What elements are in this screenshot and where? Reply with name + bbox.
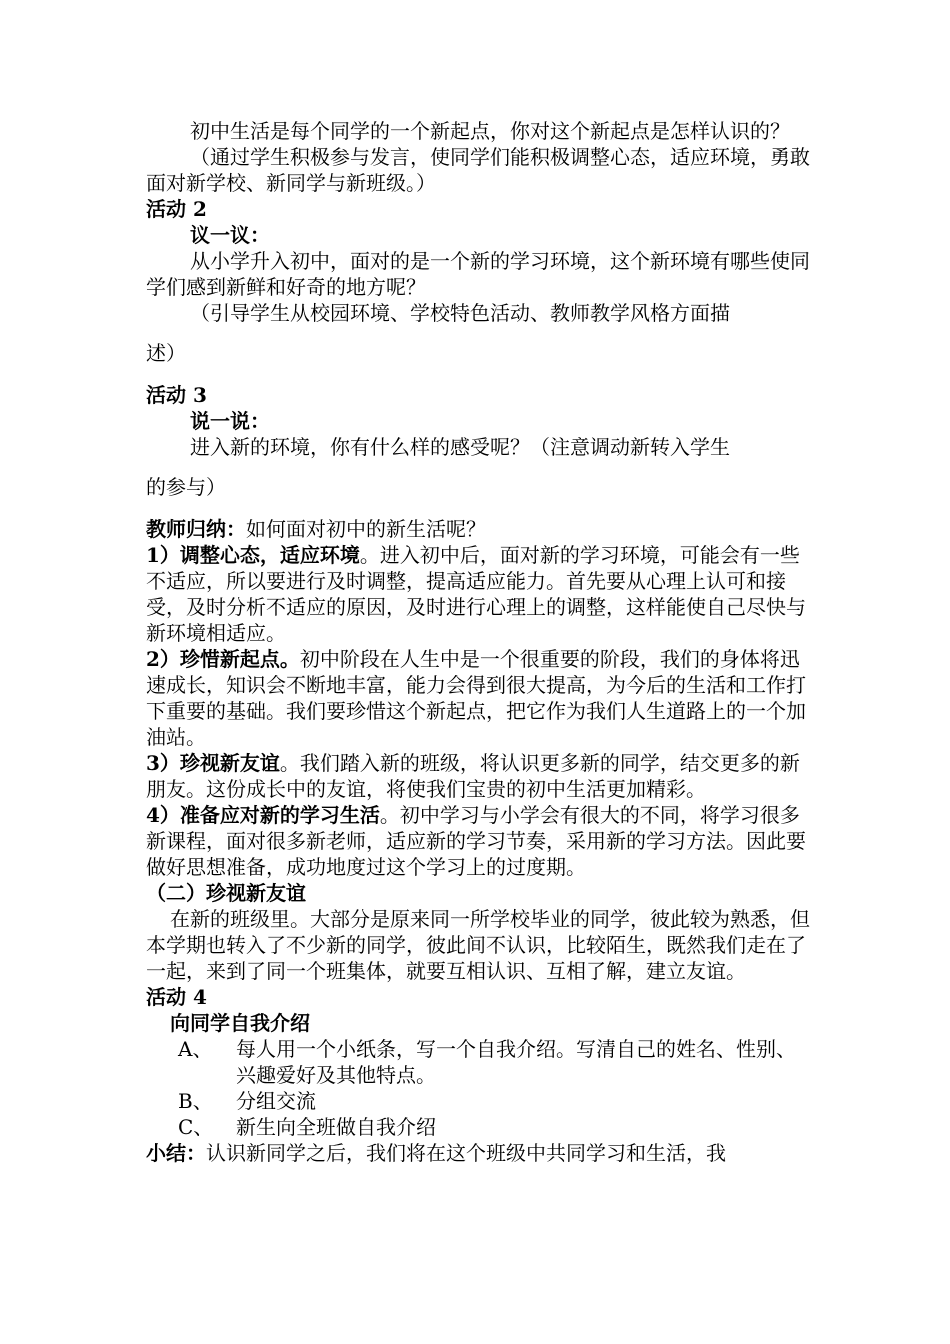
conclusion-text: 认识新同学之后，我们将在这个班级中共同学习和生活，我 — [206, 1141, 726, 1165]
summary-point-3-head: 3）珍视新友谊 — [146, 751, 280, 775]
activity3-subtitle: 说一说： — [190, 409, 270, 433]
summary-point-1-body: 。进入初中后，面对新的学习环境，可能会有一些不适应，所以要进行及时调整，提高适应能力。首先要从心理上认可和接受，及时分析不适应的原因，及时进行心理上的调整，这样能使自己尽快与新环境相适应。 — [146, 543, 806, 645]
list-item-text: 新生向全班做自我介绍 — [236, 1115, 436, 1139]
activity2-subtitle: 议一议： — [190, 223, 270, 247]
summary-point-4-head: 4）准备应对新的学习生活 — [146, 803, 380, 827]
intro-note: （通过学生积极参与发言，使同学们能积极调整心态，适应环境，勇敢面对新学校、新同学与新班级。） — [146, 145, 810, 195]
section2-paragraph: 在新的班级里。大部分是原来同一所学校毕业的同学，彼此较为熟悉，但本学期也转入了不少新的同学，彼此间不认识，比较陌生，既然我们走在了一起，来到了同一个班集体，就要互相认识、互相了解，建立友谊。 — [146, 907, 810, 983]
list-marker: C、 — [178, 1115, 214, 1139]
summary-point-2-body: 初中阶段在人生中是一个很重要的阶段，我们的身体将迅速成长，知识会不断地丰富，能力会得到很大提高，为今后的生活和工作打下重要的基础。我们要珍惜这个新起点，把它作为我们人生道路上的一个加油站。 — [146, 647, 806, 749]
list-marker: A、 — [178, 1037, 213, 1061]
activity3-question: 进入新的环境，你有什么样的感受呢？（注意调动新转入学生 — [190, 435, 730, 459]
list-item — [146, 1088, 812, 1114]
summary-point-1 — [146, 542, 812, 646]
list-item — [146, 1114, 812, 1140]
conclusion-label: 小结： — [146, 1141, 206, 1165]
list-item — [146, 1036, 812, 1088]
intro-question: 初中生活是每个同学的一个新起点，你对这个新起点是怎样认识的？ — [190, 119, 790, 143]
activity2-note: （引导学生从校园环境、学校特色活动、教师教学风格方面描 — [190, 301, 730, 325]
summary-point-3-body: 。我们踏入新的班级，将认识更多新的同学，结交更多的新朋友。这份成长中的友谊，将使我们宝贵的初中生活更加精彩。 — [146, 751, 800, 801]
section2-heading: （二）珍视新友谊 — [146, 881, 306, 905]
activity4-title: 活动 4 — [146, 985, 207, 1009]
activity2-title: 活动 2 — [146, 197, 207, 221]
teacher-summary-text: 如何面对初中的新生活呢？ — [246, 517, 486, 541]
list-item-text: 每人用一个小纸条，写一个自我介绍。写清自己的姓名、性别、兴趣爱好及其他特点。 — [236, 1037, 796, 1087]
activity3-question-cont: 的参与） — [146, 475, 226, 499]
activity4-subtitle: 向同学自我介绍 — [170, 1011, 310, 1035]
summary-point-1-head: 1）调整心态，适应环境 — [146, 543, 360, 567]
teacher-summary — [146, 516, 812, 542]
activity2-note-cont: 述） — [146, 341, 186, 365]
summary-point-3 — [146, 750, 812, 802]
activity4-steps — [146, 1036, 812, 1140]
list-marker: B、 — [178, 1089, 213, 1113]
teacher-summary-label: 教师归纳： — [146, 517, 246, 541]
conclusion — [146, 1140, 812, 1166]
list-item-text: 分组交流 — [236, 1089, 316, 1113]
activity2-question: 从小学升入初中，面对的是一个新的学习环境，这个新环境有哪些使同学们感到新鲜和好奇的地方呢？ — [146, 249, 810, 299]
summary-point-4-body: 。初中学习与小学会有很大的不同，将学习很多新课程，面对很多新老师，适应新的学习节奏，采用新的学习方法。因此要做好思想准备，成功地度过这个学习上的过度期。 — [146, 803, 806, 879]
summary-point-2-head: 2）珍惜新起点。 — [146, 647, 300, 671]
activity3-title: 活动 3 — [146, 383, 207, 407]
summary-point-2 — [146, 646, 812, 750]
summary-point-4 — [146, 802, 812, 880]
document-page — [146, 118, 812, 1166]
